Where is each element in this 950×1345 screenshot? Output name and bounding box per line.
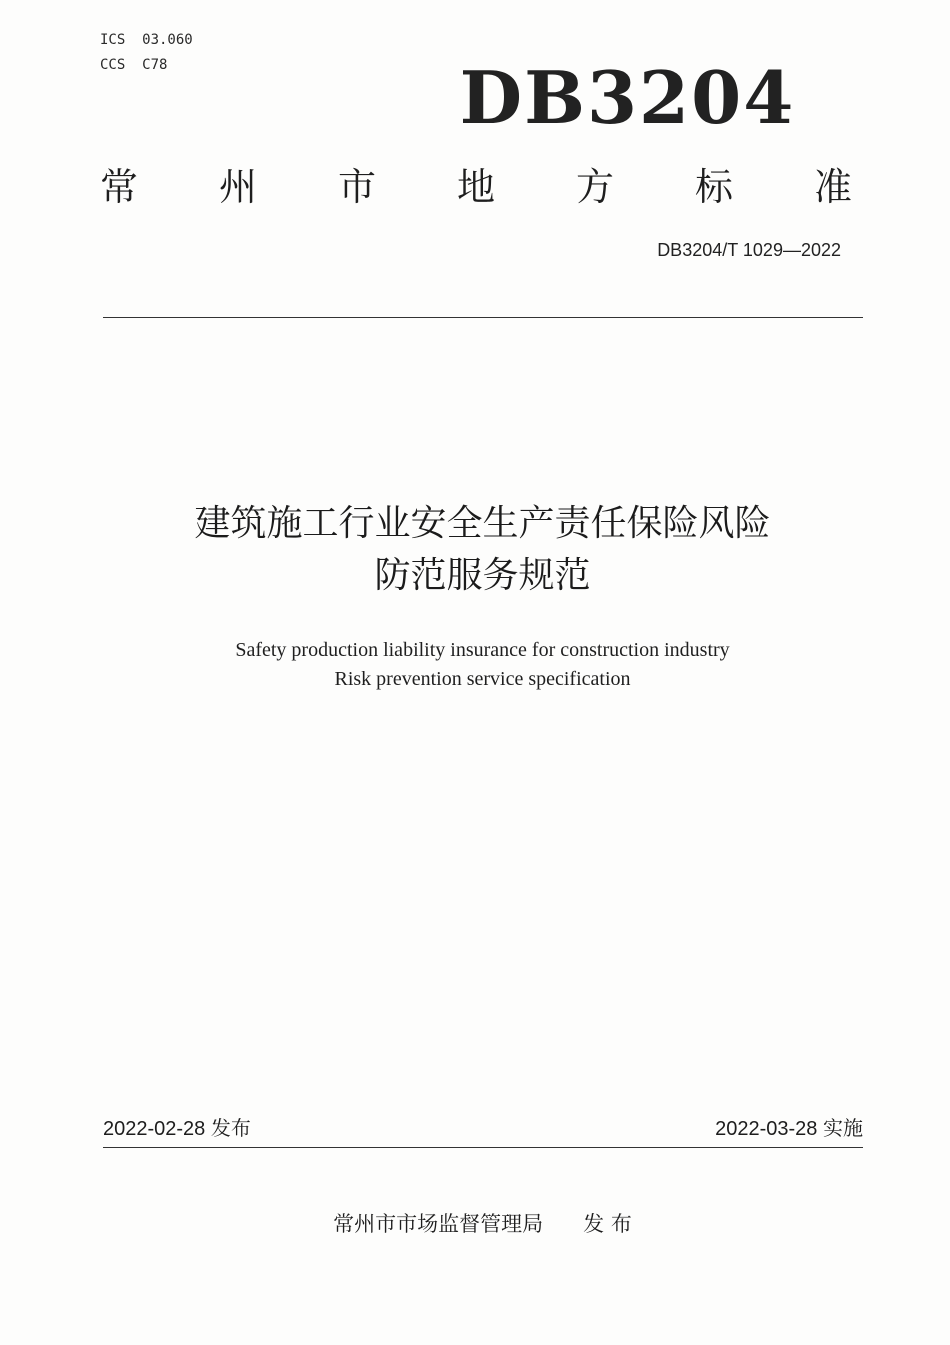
standard-type xyxy=(92,160,860,214)
standard-type-char: 市 xyxy=(337,165,376,209)
title-chinese-line-1: 建筑施工行业安全生产责任保险风险 xyxy=(194,503,771,544)
standard-code: DB3204 xyxy=(459,55,796,140)
title-english-line-2: Risk prevention service specification xyxy=(334,668,631,690)
standard-type-char: 方 xyxy=(575,165,614,209)
issuer-name: 常州市市场监督管理局 xyxy=(333,1212,544,1236)
ics-code: ICS 03.060 xyxy=(100,32,193,48)
standard-type-char: 常 xyxy=(99,165,138,209)
footer-divider xyxy=(103,1147,863,1148)
publish-date: 2022-02-28 发布 xyxy=(103,1118,251,1140)
date-row xyxy=(103,1114,863,1144)
issuer-action: 发 布 xyxy=(583,1212,632,1236)
standard-type-char: 标 xyxy=(694,165,733,209)
standard-number: DB3204/T 1029—2022 xyxy=(657,240,841,260)
issuer xyxy=(100,1208,865,1240)
title-english xyxy=(100,636,865,694)
title-chinese xyxy=(100,498,865,602)
ccs-code: CCS C78 xyxy=(100,57,168,73)
title-chinese-line-2: 防范服务规范 xyxy=(374,555,591,596)
standard-type-char: 准 xyxy=(813,165,852,209)
title-english-line-1: Safety production liability insurance for construction industry xyxy=(235,639,730,661)
implement-date: 2022-03-28 实施 xyxy=(715,1118,863,1140)
classification-codes xyxy=(100,28,193,78)
standard-type-char: 地 xyxy=(456,165,495,209)
header-divider xyxy=(103,317,863,318)
standard-type-char: 州 xyxy=(218,165,257,209)
